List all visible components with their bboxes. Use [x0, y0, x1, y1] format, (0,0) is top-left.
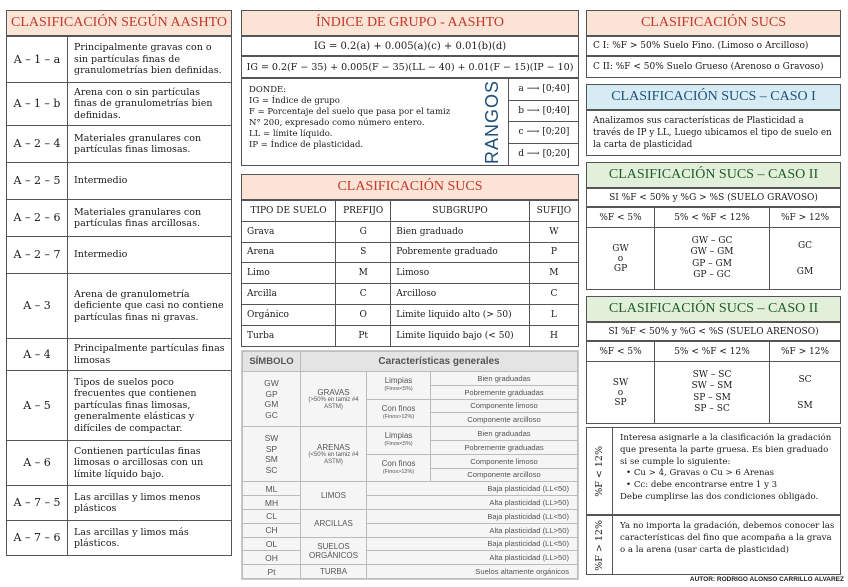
caso3-col2-d: SP – SC [694, 404, 730, 414]
simbolo-row [243, 523, 578, 537]
group-note: (<50% en tamiz #4 ASTM) [308, 451, 359, 465]
caso2-h1: %F < 5% [587, 208, 655, 228]
caso3-table [586, 341, 841, 424]
caso2-col1-b: GP [613, 263, 628, 274]
sucs-row [242, 284, 579, 305]
aashto-code: A – 4 [7, 339, 68, 371]
caso3-col2-a: SW – SC [692, 369, 732, 380]
caso3-col2 [655, 362, 770, 424]
sub-label [367, 372, 431, 400]
aashto-code: A – 2 – 6 [7, 200, 68, 237]
aashto-desc: Arena de granulometría deficiente que casi no contiene partículas finas ni gravas. [68, 274, 232, 339]
aashto-row [7, 83, 232, 126]
sucs-cell: Arcilla [242, 284, 336, 305]
sub-item: Bien graduadas [431, 372, 578, 386]
sucs-header: SUFIJO [529, 201, 578, 222]
simbolo-row [243, 551, 578, 565]
sucs-cell: Limoso [391, 263, 530, 284]
caso3-col1-b: SP [614, 397, 627, 408]
sucs-cell: M [529, 263, 578, 284]
aashto-code: A – 3 [7, 274, 68, 339]
sucs-title: CLASIFICACIÓN SUCS [241, 174, 579, 200]
sucs-row [242, 325, 579, 346]
caso2-col3 [770, 228, 841, 290]
caso2-h3: %F > 12% [770, 208, 841, 228]
sucs-cell: Arcilloso [391, 284, 530, 305]
sub-item: Pobremente graduadas [431, 385, 578, 399]
sucs-cell: L [529, 304, 578, 325]
sucs-cell: Pt [336, 325, 391, 346]
note1-body [620, 433, 838, 504]
symbol-code: GC [265, 409, 278, 420]
sub-label-note: (Finos>12%) [382, 413, 415, 420]
aashto-title: CLASIFICACIÓN SEGÚN AASHTO [6, 10, 232, 36]
note1-bullet-2-text: Cc: debe encontrarse entre 1 y 3 [633, 480, 778, 491]
aashto-code: A – 2 – 7 [7, 237, 68, 274]
symbol-code: SW [264, 433, 279, 444]
aashto-desc: Materiales granulares con partículas finas limosas. [68, 126, 232, 163]
aashto-code: A – 1 – b [7, 83, 68, 126]
group-item: Alta plasticidad (LL>50) [367, 551, 578, 565]
symbol-code: SM [265, 454, 278, 465]
caso2-col2-c: GP – GM [692, 258, 732, 269]
note1-label: %F < 12% [594, 445, 605, 497]
sucs-row [242, 242, 579, 263]
rango-item: a ⟶ [0;40] [508, 79, 579, 101]
sucs-header: TIPO DE SUELO [242, 201, 336, 222]
sucs-table [241, 200, 579, 347]
aashto-row [7, 163, 232, 200]
simbolo-row [243, 509, 578, 523]
aashto-row [7, 37, 232, 83]
group-item: Suelos altamente orgánicos [367, 565, 578, 579]
group-item: Alta plasticidad (LL>50) [367, 496, 578, 510]
sucs-cell: G [336, 221, 391, 242]
aashto-code: A – 2 – 5 [7, 163, 68, 200]
aashto-code: A – 5 [7, 371, 68, 441]
caso2-col3-a: GC [797, 240, 813, 251]
symbol-code: Pt [243, 565, 301, 579]
caso3-col3 [770, 362, 841, 424]
donde-box [241, 78, 579, 166]
sucs-cell: S [336, 242, 391, 263]
sucs-cell: Arena [242, 242, 336, 263]
symbol-code: CL [243, 509, 301, 523]
caso3-h3: %F > 12% [770, 342, 841, 362]
sub-label-text: Limpias [384, 431, 413, 441]
sucs-cell: C [529, 284, 578, 305]
aashto-row [7, 486, 232, 521]
note2-body: Ya no importa la gradación, debemos conocer las características del fino que acompaña a la grava o a la arena (usar carta de plasticidad) [620, 521, 835, 555]
note1-bullet-1: • Cu > 4, Gravas o Cu > 6 Arenas [626, 468, 775, 479]
sucs-row [242, 221, 579, 242]
aashto-row [7, 441, 232, 486]
aashto-row [7, 521, 232, 556]
aashto-row [7, 371, 232, 441]
rango-item: c ⟶ [0;20] [508, 122, 579, 144]
sucs-cell: Turba [242, 325, 336, 346]
aashto-row [7, 126, 232, 163]
group-name: ARCILLAS [301, 509, 367, 537]
note-fines-low [586, 427, 841, 515]
aashto-desc: Las arcillas y limos más plásticos. [68, 521, 232, 556]
caso3-h2: 5% < %F < 12% [655, 342, 770, 362]
aashto-code: A – 7 – 5 [7, 486, 68, 521]
caso2-col3-b: GM [796, 266, 814, 277]
note1-intro: Interesa asignarle a la clasificación la gradación que presenta la parte gruesa. Es bien graduado si se cumple lo siguiente: [620, 433, 832, 467]
symbol-code: MH [243, 496, 301, 510]
simbolo-row [243, 482, 578, 496]
aashto-code: A – 2 – 4 [7, 126, 68, 163]
sub-label-note: (Finos<5%) [384, 441, 413, 448]
note2-label-box [587, 516, 613, 574]
group-item: Baja plasticidad (LL<50) [367, 509, 578, 523]
caso3-col1 [587, 362, 655, 424]
aashto-desc: Intermedio [68, 163, 232, 200]
group-note: (>50% en tamiz #4 ASTM) [308, 396, 359, 410]
group-name: SUELOS ORGÁNICOS [301, 537, 367, 565]
sucs-cell: Orgánico [242, 304, 336, 325]
sucs-cell: O [336, 304, 391, 325]
sub-item: Pobremente graduadas [431, 440, 578, 454]
symbol-code: OH [243, 551, 301, 565]
caracteristicas-header: Características generales [301, 352, 578, 372]
group-name: LIMOS [301, 482, 367, 510]
symbol-code: GM [264, 399, 279, 410]
group-item: Baja plasticidad (LL<50) [367, 482, 578, 496]
simbolo-row [243, 372, 578, 386]
caso2-table [586, 207, 841, 290]
sucs-cell: Grava [242, 221, 336, 242]
aashto-row [7, 237, 232, 274]
simbolo-table [242, 351, 578, 579]
aashto-row [7, 274, 232, 339]
sucs-right-title: CLASIFICACIÓN SUCS [586, 10, 841, 36]
note1-bullet-2: • Cc: debe encontrarse entre 1 y 3 [626, 480, 778, 491]
symbol-code: CH [243, 523, 301, 537]
symbol-code: GP [265, 388, 278, 399]
symbol-code: SP [265, 443, 278, 454]
symbol-code: GW [264, 378, 279, 389]
sub-item: Componente limoso [431, 399, 578, 413]
rangos-label-box [478, 81, 506, 163]
aashto-desc: Las arcillas y limos menos plásticos [68, 486, 232, 521]
aashto-desc: Principalmente gravas con o sin partículas finas de granulometrías bien definidas. [68, 37, 232, 83]
simbolo-row [243, 496, 578, 510]
simbolo-symbols [243, 372, 301, 427]
rangos-label: RANGOS [481, 80, 502, 165]
note2-label: %F > 12% [594, 519, 605, 571]
sucs-cell: W [529, 221, 578, 242]
aashto-code: A – 7 – 6 [7, 521, 68, 556]
sub-item: Componente limoso [431, 454, 578, 468]
sucs-cell: Limo [242, 263, 336, 284]
donde-line: N° 200, expresado como número entero. [249, 118, 425, 128]
sucs-cell: C [336, 284, 391, 305]
sucs-cell: Limite liquido bajo (< 50) [391, 325, 530, 346]
sub-label-note: (Finos<5%) [384, 386, 413, 393]
sub-label [367, 427, 431, 455]
caso3-col2-b: SW – SM [691, 381, 733, 391]
sucs-cell: H [529, 325, 578, 346]
sucs-cell: Bien graduado [391, 221, 530, 242]
aashto-row [7, 200, 232, 237]
aashto-code: A – 6 [7, 441, 68, 486]
aashto-desc: Arena con o sin partículas finas de granulometrías bien definidas. [68, 83, 232, 126]
sub-label [367, 454, 431, 482]
caso3-col1-o: o [617, 387, 624, 398]
sub-label [367, 399, 431, 427]
simbolo-panel [241, 350, 579, 580]
sucs-row [242, 304, 579, 325]
aashto-desc: Materiales granulares con partículas finas arcillosas. [68, 200, 232, 237]
donde-label: DONDE: [249, 85, 287, 95]
caso2-col2-d: GP – GC [693, 270, 731, 280]
sub-label-text: Con finos [381, 459, 416, 469]
group-name: GRAVAS [317, 387, 350, 397]
sucs-cell: Limite liquido alto (> 50) [391, 304, 530, 325]
note1-bullet-1-text: Cu > 4, Gravas o Cu > 6 Arenas [633, 468, 775, 479]
formula-expanded: IG = 0.2(F − 35) + 0.005(F − 35)(LL − 40) + 0.01(F − 15)(IP − 10) [241, 56, 579, 78]
sucs-header: SUBGRUPO [391, 201, 530, 222]
author: AUTOR: RODRIGO ALONSO CARRILLO ALVAREZ [689, 576, 844, 583]
caso3-col3-b: SM [797, 400, 813, 411]
caso3-title: CLASIFICACIÓN SUCS – CASO II [586, 296, 841, 322]
caso2-col2-b: GW – GM [690, 247, 734, 257]
caso2-title: CLASIFICACIÓN SUCS – CASO II [586, 162, 841, 188]
simbolo-symbols [243, 427, 301, 482]
aashto-table [6, 36, 232, 556]
aashto-row [7, 339, 232, 371]
note-fines-high [586, 515, 841, 575]
sucs-header: PREFIJO [336, 201, 391, 222]
caso2-col1-o: o [617, 253, 624, 264]
aashto-desc: Principalmente partículas finas limosas [68, 339, 232, 371]
sub-label-note: (Finos>12%) [382, 469, 415, 476]
sucs-line-2: C II: %F < 50% Suelo Grueso (Arenoso o Gravoso) [586, 56, 841, 78]
caso3-col1-a: SW [612, 377, 629, 388]
simbolo-row [243, 427, 578, 441]
simbolo-header: SÍMBOLO [243, 352, 301, 372]
indice-title: ÍNDICE DE GRUPO - AASHTO [241, 10, 579, 36]
sucs-cell: P [529, 242, 578, 263]
aashto-desc: Intermedio [68, 237, 232, 274]
simbolo-row [243, 537, 578, 551]
sub-item: Componente arcilloso [431, 413, 578, 427]
caso3-h1: %F < 5% [587, 342, 655, 362]
caso1-title: CLASIFICACIÓN SUCS – CASO I [586, 84, 841, 110]
caso1-text: Analizamos sus características de Plasticidad a través de IP y LL, Luego ubicamos el tipo de suelo en la carta de plasticidad [586, 110, 841, 156]
caso2-col1 [587, 228, 655, 290]
symbol-code: SC [265, 464, 278, 475]
donde-line: IP = Índice de plasticidad. [249, 140, 364, 150]
caso2-col1-a: GW [612, 243, 629, 254]
sucs-cell: M [336, 263, 391, 284]
rango-item: d ⟶ [0;20] [508, 144, 579, 166]
sub-item: Bien graduadas [431, 427, 578, 441]
donde-text [249, 85, 479, 151]
simbolo-group [301, 372, 367, 427]
caso3-cond: SI %F < 50% y %G < %S (SUELO ARENOSO) [586, 322, 841, 341]
note1-label-box [587, 428, 613, 514]
group-name: ARENAS [317, 442, 350, 452]
caso3-col2-c: SP – SM [693, 392, 731, 403]
sucs-cell: Pobremente graduado [391, 242, 530, 263]
caso2-col2 [655, 228, 770, 290]
simbolo-row [243, 565, 578, 579]
sub-label-text: Limpias [384, 376, 413, 386]
donde-line: F = Porcentaje del suelo que pasa por el tamiz [249, 107, 451, 117]
group-name: TURBA [301, 565, 367, 579]
caso2-col2-a: GW – GC [691, 235, 733, 246]
aashto-code: A – 1 – a [7, 37, 68, 83]
aashto-desc: Tipos de suelos poco frecuentes que contienen partículas finas limosas, generalmente elásticas y difíciles de compactar. [68, 371, 232, 441]
rango-item: b ⟶ [0;40] [508, 101, 579, 123]
aashto-desc: Contienen partículas finas limosas o arcillosas con un límite líquido bajo. [68, 441, 232, 486]
sub-label-text: Con finos [381, 403, 416, 413]
symbol-code: ML [243, 482, 301, 496]
group-item: Alta plasticidad (LL>50) [367, 523, 578, 537]
donde-line: IG = Índice de grupo [249, 96, 340, 106]
caso2-h2: 5% < %F < 12% [655, 208, 770, 228]
sucs-line-1: C I: %F > 50% Suelo Fino. (Limoso o Arcilloso) [586, 36, 841, 56]
sub-item: Componente arcilloso [431, 468, 578, 482]
simbolo-group [301, 427, 367, 482]
sucs-row [242, 263, 579, 284]
caso3-col3-a: SC [798, 374, 812, 385]
formula-simple: IG = 0.2(a) + 0.005(a)(c) + 0.01(b)(d) [241, 36, 579, 56]
donde-line: LL = límite líquido. [249, 129, 333, 139]
group-item: Baja plasticidad (LL<50) [367, 537, 578, 551]
note1-end: Debe cumplirse las dos condiciones obligado. [620, 491, 819, 502]
caso2-cond: SI %F < 50% y %G > %S (SUELO GRAVOSO) [586, 188, 841, 207]
symbol-code: OL [243, 537, 301, 551]
